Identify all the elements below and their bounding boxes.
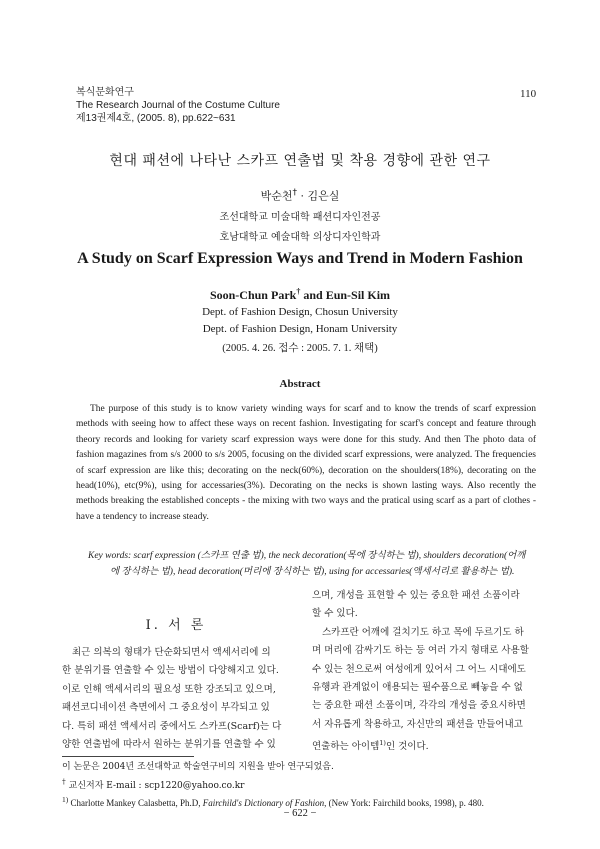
english-affiliation: Dept. of Fashion Design, Chosun University	[202, 306, 398, 318]
footnote-book-title: Fairchild's Dictionary of Fashion	[202, 798, 325, 808]
body-line: 최근 의복의 형태가 단순화되면서 액세서리에 의	[72, 647, 271, 658]
author-name: 김은실	[307, 189, 340, 203]
author-name: Eun-Sil Kim	[325, 288, 391, 302]
body-line: 이로 인해 액세서리의 필요성 또한 강조되고 있으며,	[62, 683, 276, 695]
body-line: 으며, 개성을 표현할 수 있는 중요한 패션 소품이라	[312, 590, 520, 601]
body-line: 스카프란 어깨에 걸치기도 하고 목에 두르기도 하	[322, 626, 524, 638]
page-number-bottom: − 622 −	[283, 808, 317, 819]
keywords-line: Key words: scarf expression (스카프 연출 법), the neck decoration(목에 장식하는 법), shoulders decoration(어깨	[88, 551, 526, 561]
body-line: 며 머리에 감싸기도 하는 등 여러 가지 형태로 사용할	[312, 645, 529, 657]
body-text: 연출하는 아이템	[312, 741, 380, 753]
journal-header	[76, 86, 280, 125]
body-line: 서 자유롭게 착용하고, 자신만의 패션을 만들어내고	[312, 718, 523, 730]
journal-volume: 제13권제4호, (2005. 8), pp.622~631	[76, 113, 236, 124]
author-connector: and	[303, 288, 323, 302]
body-column-left	[62, 644, 294, 754]
footnote-corresponding-author	[62, 775, 542, 794]
body-line: 다. 특히 패션 액세서리 중에서도 스카프(Scarf)는 다	[62, 720, 282, 732]
section-heading-introduction: Ⅰ. 서 론	[145, 618, 207, 633]
body-line: 유행과 관계없이 애용되는 필수품으로 빼놓을 수 없	[312, 682, 523, 694]
korean-affiliation: 조선대학교 미술대학 패션디자인전공	[219, 212, 381, 223]
footnote-reference: 1)	[379, 739, 386, 748]
author-separator: ·	[300, 189, 305, 203]
submission-dates: (2005. 4. 26. 접수 : 2005. 7. 1. 채택)	[222, 343, 378, 354]
body-column-right	[312, 587, 546, 757]
footnote-text: Charlotte Mankey Calasbetta, Ph.D,	[70, 798, 203, 808]
english-authors	[0, 287, 600, 303]
journal-name-korean: 복식문화연구	[76, 87, 134, 98]
footnote-divider	[62, 756, 194, 757]
footnote-text: 교신저자 E-mail : scp1220@yahoo.co.kr	[68, 780, 245, 791]
author-name: 박순천	[260, 189, 293, 203]
body-line: 한 분위기를 연출할 수 있는 방법이 다양해지고 있다.	[62, 665, 279, 677]
journal-name-english: The Research Journal of the Costume Culture	[76, 100, 280, 111]
author-name: Soon-Chun Park	[209, 288, 297, 302]
footnote-mark: 1)	[62, 795, 69, 804]
korean-affiliation: 호남대학교 예술대학 의상디자인학과	[219, 232, 381, 243]
body-line: 는 중요한 패션 소품이며, 각각의 개성을 중요시하면	[312, 700, 526, 712]
corresponding-author-mark: †	[292, 187, 298, 198]
footnote-mark: †	[62, 776, 66, 786]
body-text: 인 것이다.	[385, 741, 429, 753]
english-affiliation: Dept. of Fashion Design, Honam University	[202, 323, 398, 335]
korean-authors	[0, 187, 600, 204]
keywords	[88, 548, 538, 580]
body-line: 양한 연출법에 따라서 원하는 분위기를 연출할 수 있	[62, 739, 276, 751]
abstract-heading: Abstract	[279, 378, 321, 390]
body-line: 할 수 있다.	[312, 608, 358, 620]
keywords-line: 에 장식하는 법), head decoration(머리에 장식하는 법), using for accessaries(액세서리로 활용하는 법).	[110, 567, 515, 577]
corresponding-author-mark: †	[296, 287, 301, 296]
body-line: 수 있는 천으로써 여성에게 있어서 그 어느 시대에도	[312, 663, 526, 675]
footnotes	[62, 761, 542, 811]
body-line: 패션코디네이션 측면에서 그 중요성이 부각되고 있	[62, 702, 270, 714]
page-number-top: 110	[520, 88, 537, 100]
footnote-funding: 이 논문은 2004년 조선대학교 학술연구비의 지원을 받아 연구되었음.	[62, 762, 334, 772]
abstract-body: The purpose of this study is to know variety winding ways for scarf and to know the trends of scarf expression methods with seeing how to affect these ways on recent fashion. Investigating for scarf's concept and feature through theory records and looking for variety scarf expression ways were done for this study. And then The photo data of fashion magazines from s/s 2000 to s/s 2005, focusing on the divided scarf expressions, were analyzed. The frequencies of scarf expression are like this; decorating on the neck(60%), decoration on the shoulders(18%), decorating on the head(10%), etc(9%), using for accessaries(3%). Decorating on the necks is shown lasting ways. Also recently the methods breaking the established concepts - the mixing with two ways and the pratical using scarf as a part of clothes - have a tendency to increase steady.	[76, 404, 536, 522]
footnote-text: , (New York: Fairchild books, 1998), p. 480.	[324, 798, 484, 808]
body-line	[312, 734, 546, 757]
korean-title: 현대 패션에 나타난 스카프 연출법 및 착용 경향에 관한 연구	[109, 153, 491, 169]
english-title: A Study on Scarf Expression Ways and Trend in Modern Fashion	[77, 250, 523, 267]
